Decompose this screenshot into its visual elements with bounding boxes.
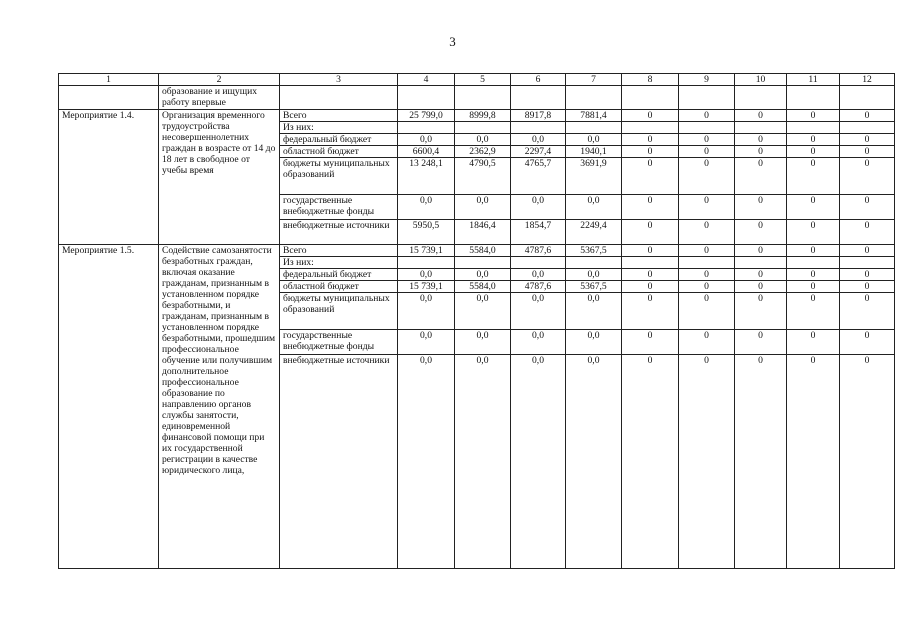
value-cell-col-6: 0,0	[511, 355, 566, 569]
value-cell-col-9: 0	[679, 158, 735, 195]
funding-source: Всего	[280, 110, 398, 122]
column-header-2: 2	[159, 74, 280, 86]
funding-source: внебюджетные источники	[280, 220, 398, 245]
page-number: 3	[449, 34, 456, 49]
value-cell-col-6: 0,0	[511, 269, 566, 281]
value-cell-col-6: 0,0	[511, 195, 566, 220]
funding-source: государственные внебюджетные фонды	[280, 195, 398, 220]
value-cell-col-4: 0,0	[398, 195, 455, 220]
value-cell-col-12	[840, 122, 895, 134]
value-cell-col-9: 0	[679, 146, 735, 158]
value-cell-col-6	[511, 122, 566, 134]
value-cell-col-10: 0	[735, 158, 787, 195]
value-cell-col-8	[622, 257, 679, 269]
column-header-9: 9	[679, 74, 735, 86]
value-cell-col-5: 1846,4	[455, 220, 511, 245]
value-cell-col-6: 2297,4	[511, 146, 566, 158]
value-cell-col-12: 0	[840, 146, 895, 158]
value-cell-col-8: 0	[622, 281, 679, 293]
funding-source: областной бюджет	[280, 146, 398, 158]
value-cell-col-4: 0,0	[398, 293, 455, 330]
value-cell-col-7: 2249,4	[566, 220, 622, 245]
column-header-12: 12	[840, 74, 895, 86]
value-cell-col-7: 1940,1	[566, 146, 622, 158]
value-cell-col-4: 6600,4	[398, 146, 455, 158]
value-cell-col-7	[566, 122, 622, 134]
value-cell-col-11: 0	[787, 281, 840, 293]
value-cell-col-5: 5584,0	[455, 245, 511, 257]
continuation-description: образование и ищущих работу впервые	[159, 86, 280, 110]
value-cell-col-4: 0,0	[398, 134, 455, 146]
value-cell-col-12: 0	[840, 281, 895, 293]
value-cell-col-8: 0	[622, 355, 679, 569]
value-cell-col-11: 0	[787, 330, 840, 355]
value-cell-col-11: 0	[787, 195, 840, 220]
value-cell-col-4	[398, 257, 455, 269]
value-cell-col-4	[398, 122, 455, 134]
value-cell-col-5: 0,0	[455, 195, 511, 220]
table-row	[59, 245, 895, 257]
value-cell-col-9: 0	[679, 293, 735, 330]
value-cell-col-7: 0,0	[566, 269, 622, 281]
value-cell-col-8: 0	[622, 146, 679, 158]
value-cell-col-10: 0	[735, 293, 787, 330]
value-cell-col-4: 15 739,1	[398, 245, 455, 257]
value-cell-col-10: 0	[735, 330, 787, 355]
funding-source: бюджеты муниципальных образований	[280, 158, 398, 195]
value-cell-col-12: 0	[840, 134, 895, 146]
value-cell-col-9	[679, 257, 735, 269]
value-cell-col-12	[840, 257, 895, 269]
value-cell-col-5: 2362,9	[455, 146, 511, 158]
value-cell-col-7: 0,0	[566, 330, 622, 355]
value-cell-col-6: 4787,6	[511, 245, 566, 257]
value-cell-col-9: 0	[679, 245, 735, 257]
value-cell-col-10: 0	[735, 195, 787, 220]
value-cell-col-11	[787, 257, 840, 269]
value-cell-col-12: 0	[840, 245, 895, 257]
value-cell-col-7: 0,0	[566, 195, 622, 220]
table-body	[59, 74, 895, 569]
budget-table	[58, 73, 895, 569]
value-cell-col-6: 8917,8	[511, 110, 566, 122]
value-cell-col-5: 0,0	[455, 269, 511, 281]
value-cell-col-10	[735, 122, 787, 134]
value-cell-col-5	[455, 122, 511, 134]
value-cell-col-9: 0	[679, 355, 735, 569]
funding-source: Из них:	[280, 257, 398, 269]
value-cell-col-10: 0	[735, 269, 787, 281]
value-cell-col-8: 0	[622, 293, 679, 330]
value-cell-col-4: 0,0	[398, 269, 455, 281]
value-cell-col-8	[622, 122, 679, 134]
value-cell-col-7	[566, 257, 622, 269]
value-cell-col-7: 5367,5	[566, 245, 622, 257]
value-cell-col-12: 0	[840, 220, 895, 245]
value-cell-col-8: 0	[622, 330, 679, 355]
value-cell-col-12: 0	[840, 330, 895, 355]
value-cell-col-12: 0	[840, 293, 895, 330]
value-cell-col-9: 0	[679, 269, 735, 281]
value-cell-col-10: 0	[735, 110, 787, 122]
value-cell-col-8: 0	[622, 158, 679, 195]
measure-description: Содействие самозанятости безработных граждан, включая оказание гражданам, признанным в установленном порядке безработными, и гражданам, признанным в установленном порядке безработными, прошедшим профессиональное обучение или получившим дополнительное профессиональное образование по направлению органов службы занятости, единовременной финансовой помощи при их государственной регистрации в качестве юридического лица,	[159, 245, 280, 569]
column-header-1: 1	[59, 74, 159, 86]
column-header-11: 11	[787, 74, 840, 86]
funding-source: Всего	[280, 245, 398, 257]
value-cell-col-5: 0,0	[455, 355, 511, 569]
value-cell-col-11	[787, 122, 840, 134]
value-cell-col-12: 0	[840, 269, 895, 281]
continuation-name-cell	[59, 86, 159, 110]
value-cell-col-9: 0	[679, 195, 735, 220]
value-cell-col-6: 0,0	[511, 134, 566, 146]
value-cell-col-12: 0	[840, 195, 895, 220]
column-number-row	[59, 74, 895, 86]
value-cell-col-11: 0	[787, 293, 840, 330]
value-cell-col-5: 0,0	[455, 293, 511, 330]
value-cell-col-7: 3691,9	[566, 158, 622, 195]
value-cell-col-7: 5367,5	[566, 281, 622, 293]
column-header-8: 8	[622, 74, 679, 86]
value-cell-col-8: 0	[622, 134, 679, 146]
funding-source: федеральный бюджет	[280, 269, 398, 281]
value-cell-col-8: 0	[622, 195, 679, 220]
value-cell-col-10: 0	[735, 355, 787, 569]
value-cell-col-9	[679, 122, 735, 134]
value-cell-col-5: 5584,0	[455, 281, 511, 293]
value-cell-col-7: 0,0	[566, 355, 622, 569]
measure-description: Организация временного трудоустройства несовершеннолетних граждан в возрасте от 14 до 18 лет в свободное от учебы время	[159, 110, 280, 245]
value-cell-col-6: 0,0	[511, 330, 566, 355]
value-cell-col-10: 0	[735, 245, 787, 257]
value-cell-col-10: 0	[735, 281, 787, 293]
column-header-5: 5	[455, 74, 511, 86]
value-cell-col-11: 0	[787, 146, 840, 158]
value-cell-col-9: 0	[679, 220, 735, 245]
value-cell-col-11: 0	[787, 134, 840, 146]
value-cell-col-7: 7881,4	[566, 110, 622, 122]
funding-source: Из них:	[280, 122, 398, 134]
funding-source: федеральный бюджет	[280, 134, 398, 146]
value-cell-col-5: 8999,8	[455, 110, 511, 122]
funding-source: бюджеты муниципальных образований	[280, 293, 398, 330]
funding-source: государственные внебюджетные фонды	[280, 330, 398, 355]
column-header-10: 10	[735, 74, 787, 86]
column-header-7: 7	[566, 74, 622, 86]
value-cell-col-5: 4790,5	[455, 158, 511, 195]
value-cell-col-10: 0	[735, 220, 787, 245]
value-cell-col-11: 0	[787, 110, 840, 122]
column-header-3: 3	[280, 74, 398, 86]
value-cell-col-4: 25 799,0	[398, 110, 455, 122]
value-cell-col-4: 0,0	[398, 330, 455, 355]
measure-name: Мероприятие 1.4.	[59, 110, 159, 245]
value-cell-col-11: 0	[787, 158, 840, 195]
value-cell-col-6: 0,0	[511, 293, 566, 330]
value-cell-col-7: 0,0	[566, 134, 622, 146]
value-cell-col-4: 5950,5	[398, 220, 455, 245]
value-cell-col-11: 0	[787, 355, 840, 569]
measure-name: Мероприятие 1.5.	[59, 245, 159, 569]
value-cell-col-9: 0	[679, 330, 735, 355]
value-cell-col-9: 0	[679, 134, 735, 146]
value-cell-col-8: 0	[622, 110, 679, 122]
column-header-6: 6	[511, 74, 566, 86]
value-cell-col-10	[735, 257, 787, 269]
value-cell-col-10: 0	[735, 134, 787, 146]
funding-source: внебюджетные источники	[280, 355, 398, 569]
table-row	[59, 110, 895, 122]
column-header-4: 4	[398, 74, 455, 86]
value-cell-col-12: 0	[840, 158, 895, 195]
value-cell-col-4: 15 739,1	[398, 281, 455, 293]
value-cell-col-8: 0	[622, 245, 679, 257]
value-cell-col-11: 0	[787, 269, 840, 281]
value-cell-col-7: 0,0	[566, 293, 622, 330]
value-cell-col-9: 0	[679, 281, 735, 293]
value-cell-col-5: 0,0	[455, 330, 511, 355]
value-cell-col-11: 0	[787, 245, 840, 257]
value-cell-col-6	[511, 257, 566, 269]
value-cell-col-4: 0,0	[398, 355, 455, 569]
value-cell-col-4: 13 248,1	[398, 158, 455, 195]
value-cell-col-5	[455, 257, 511, 269]
value-cell-col-8: 0	[622, 269, 679, 281]
value-cell-col-12: 0	[840, 355, 895, 569]
value-cell-col-9: 0	[679, 110, 735, 122]
value-cell-col-8: 0	[622, 220, 679, 245]
value-cell-col-11: 0	[787, 220, 840, 245]
value-cell-col-6: 4765,7	[511, 158, 566, 195]
value-cell-col-5: 0,0	[455, 134, 511, 146]
funding-source: областной бюджет	[280, 281, 398, 293]
value-cell-col-6: 1854,7	[511, 220, 566, 245]
continuation-row	[59, 86, 895, 110]
value-cell-col-10: 0	[735, 146, 787, 158]
value-cell-col-12: 0	[840, 110, 895, 122]
value-cell-col-6: 4787,6	[511, 281, 566, 293]
